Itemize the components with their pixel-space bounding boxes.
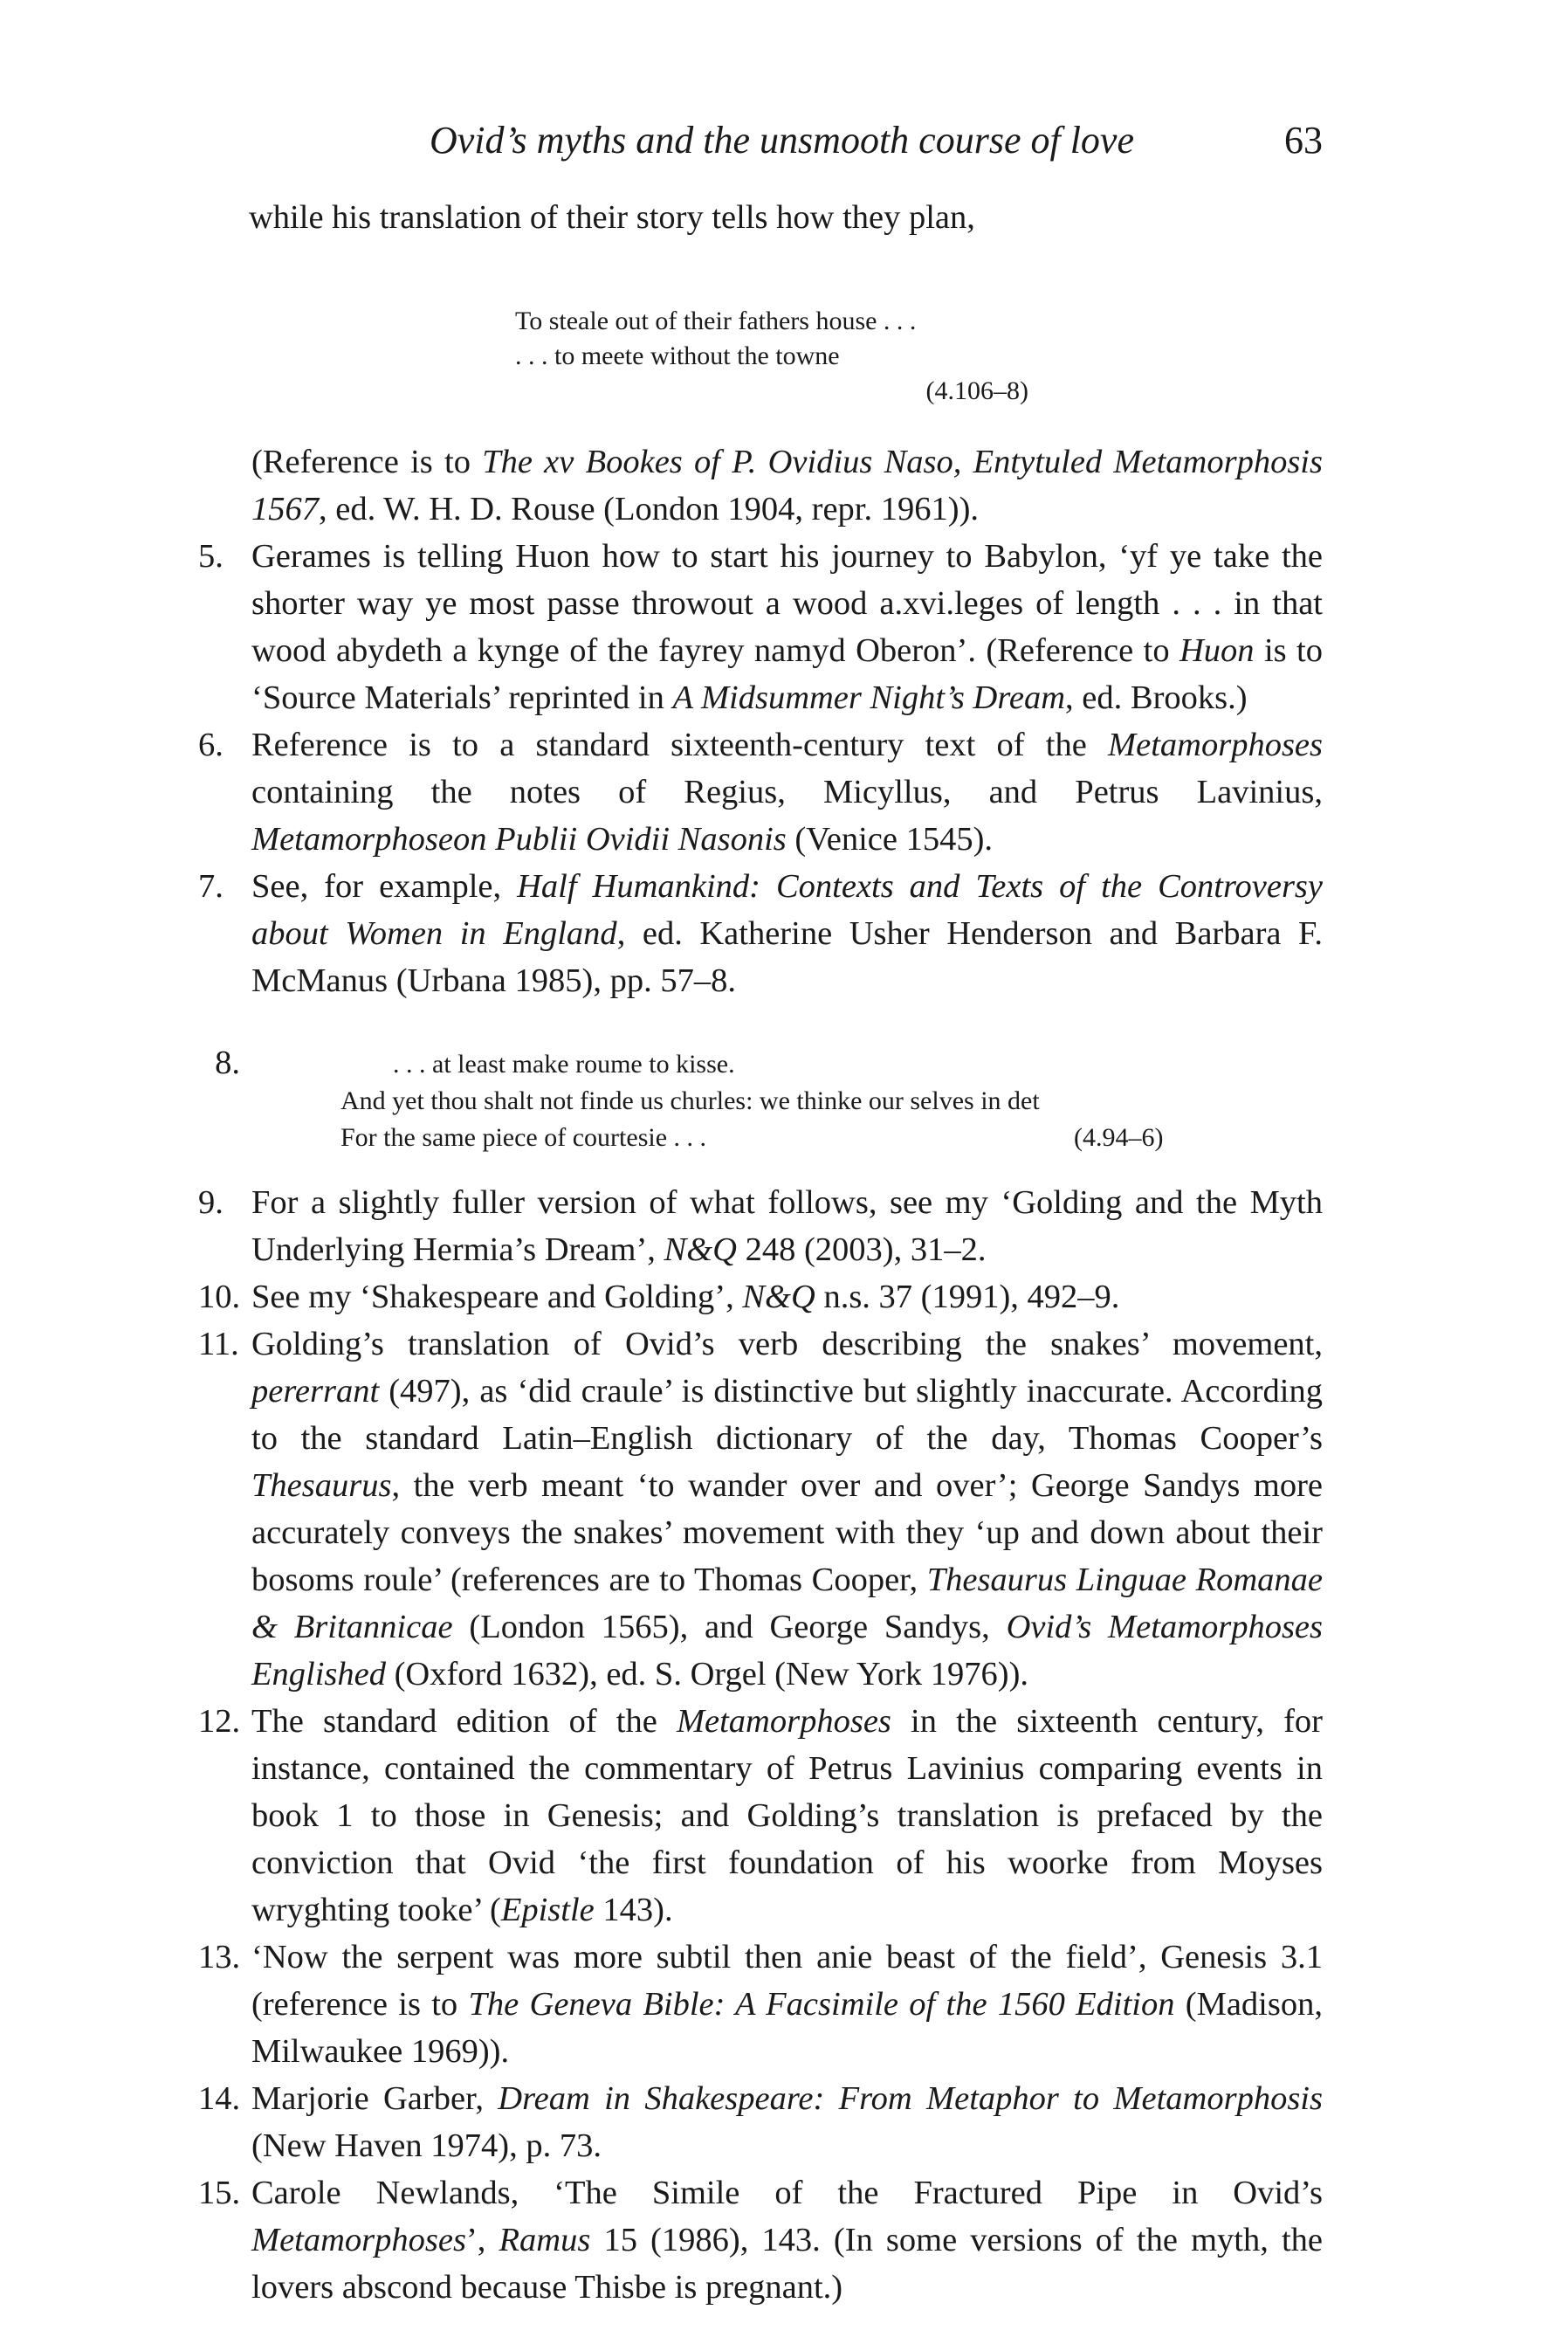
footnote-number: 5. xyxy=(198,538,224,575)
footnote-10 xyxy=(198,1273,1323,1320)
note-text: Gerames is telling Huon how to start his journey to Babylon, ‘yf ye take the shorter way ye most passe throwout a wood a.xvi.leges of length . . . in that wood abydeth a kynge of the fayrey namyd Oberon’. (Reference to xyxy=(251,538,1323,669)
note-text: (Venice 1545). xyxy=(786,821,994,858)
block-quote-1 xyxy=(515,304,1039,409)
note-title: The xv Bookes of P. Ovidius Naso, Entytuled Metamorphosis 1567 xyxy=(251,444,1323,527)
note-text: ’, xyxy=(465,2222,499,2258)
note-title: Metamorphoses xyxy=(251,2222,466,2258)
note-title: Metamorphoses xyxy=(1108,727,1323,763)
note-text: See my ‘Shakespeare and Golding’, xyxy=(251,1279,743,1315)
note-title: Epistle xyxy=(500,1892,595,1928)
quote-reference: (4.106–8) xyxy=(925,376,1028,405)
quote-line: To steale out of their fathers house . . . xyxy=(515,307,917,335)
note-text: 15 (1986), 143. (In some versions of the myth, the lovers abscond because Thisbe is pregnant.) xyxy=(251,2222,1323,2306)
quote-reference: (4.94–6) xyxy=(1074,1123,1164,1152)
note-4-continuation xyxy=(249,438,1323,533)
footnote-number: 6. xyxy=(198,727,224,763)
footnote-7 xyxy=(198,863,1323,1004)
note-text: is to ‘Source Materials’ reprinted in xyxy=(251,632,1323,716)
footnote-6 xyxy=(198,721,1323,863)
note-title: pererrant xyxy=(251,1373,380,1410)
note-text: ‘Now the serpent was more subtil then anie beast of the field’, Genesis 3.1 (reference is to xyxy=(251,1939,1323,2023)
running-head xyxy=(249,118,1323,170)
note-title: A Midsummer Night’s Dream xyxy=(672,679,1066,716)
footnote-number: 7. xyxy=(198,868,224,905)
note-title: The Geneva Bible: A Facsimile of the 1560 Edition xyxy=(468,1986,1175,2023)
note-title: Dream in Shakespeare: From Metaphor to Metamorphosis xyxy=(498,2080,1323,2117)
running-head-title: Ovid’s myths and the unsmooth course of love xyxy=(430,119,1134,162)
note-title: Metamorphoseon Publii Ovidii Nasonis xyxy=(251,821,787,858)
footnote-number: 11. xyxy=(198,1326,239,1362)
footnote-8 xyxy=(215,1039,1323,1153)
footnote-number: 13. xyxy=(198,1939,241,1975)
footnote-15 xyxy=(198,2169,1323,2311)
note-title: Huon xyxy=(1179,632,1255,669)
footnote-5 xyxy=(198,533,1323,721)
footnote-13 xyxy=(198,1934,1323,2075)
note-title: Ramus xyxy=(499,2222,591,2258)
footnote-number: 10. xyxy=(198,1279,241,1315)
note-text: (Oxford 1632), ed. S. Orgel (New York 1976)). xyxy=(385,1656,1029,1693)
page-number: 63 xyxy=(1284,119,1323,162)
footnote-number: 15. xyxy=(198,2175,241,2211)
note-text: n.s. 37 (1991), 492–9. xyxy=(815,1279,1120,1315)
note-text: (New Haven 1974), p. 73. xyxy=(251,2127,602,2164)
note-text: The standard edition of the xyxy=(251,1703,677,1740)
notes-body xyxy=(198,194,1324,2311)
quote-line-text: For the same piece of courtesie . . . xyxy=(340,1123,707,1152)
note-text: (Reference is to xyxy=(251,444,483,480)
footnote-12 xyxy=(198,1698,1323,1934)
footnote-number: 8. xyxy=(215,1045,240,1081)
note-title: N&Q xyxy=(742,1279,815,1315)
note-title: Ovid’s Metamorphoses Englished xyxy=(251,1609,1324,1693)
note-text: (Madison, Milwaukee 1969)). xyxy=(251,1986,1323,2070)
note-title: Thesaurus Linguae Romanae & Britannicae xyxy=(251,1562,1323,1645)
note-text: (497), as ‘did craule’ is distinctive but slightly inaccurate. According to the standard Latin–English dictionary of the day, Thomas Cooper’s xyxy=(251,1373,1323,1457)
quote-line: . . . to meete without the towne xyxy=(515,341,840,370)
footnote-11 xyxy=(198,1320,1324,1698)
note-text: , the verb meant ‘to wander over and over’; George Sandys more accurately conveys the snakes’ movement with they ‘up and down about their bosoms roule’ (references are to Thomas Cooper, xyxy=(251,1467,1323,1598)
quote-line xyxy=(340,1120,1214,1156)
footnote-number: 12. xyxy=(198,1703,241,1740)
note-title: Half Humankind: Contexts and Texts of the Controversy about Women in England xyxy=(251,868,1323,952)
note-text: See, for example, xyxy=(251,868,518,905)
note-text: Reference is to a standard sixteenth-century text of the xyxy=(251,727,1109,763)
note-title: Metamorphoses xyxy=(676,1703,891,1740)
note-text: containing the notes of Regius, Micyllus, and Petrus Lavinius, xyxy=(251,774,1323,810)
note-text: in the sixteenth century, for instance, contained the commentary of Petrus Lavinius comparing events in book 1 to those in Genesis; and Golding’s translation is prefaced by the conviction that Ovid ‘the first foundation of his woorke from Moyses wryghting tooke’ ( xyxy=(251,1703,1323,1928)
lead-text: while his translation of their story tells how they plan, xyxy=(249,199,975,236)
footnote-number: 14. xyxy=(198,2080,241,2117)
note-text: Carole Newlands, ‘The Simile of the Fractured Pipe in Ovid’s xyxy=(251,2175,1323,2211)
note-text: 248 (2003), 31–2. xyxy=(736,1231,987,1268)
footnote-number: 9. xyxy=(198,1184,224,1221)
note-text: Marjorie Garber, xyxy=(251,2080,499,2117)
footnote-14 xyxy=(198,2075,1323,2169)
note-title: N&Q xyxy=(664,1231,737,1268)
note-text: For a slightly fuller version of what follows, see my ‘Golding and the Myth Underlying Hermia’s Dream’, xyxy=(251,1184,1323,1268)
note-text: , ed. Brooks.) xyxy=(1065,679,1248,716)
note-text: 143). xyxy=(594,1892,673,1928)
note-text: , ed. W. H. D. Rouse (London 1904, repr. 1961)). xyxy=(319,491,980,527)
quote-line: . . . at least make roume to kisse. xyxy=(393,1050,735,1079)
block-quote-2 xyxy=(340,1046,1214,1156)
quote-line: And yet thou shalt not finde us churles: we thinke our selves in det xyxy=(340,1086,1040,1115)
footnote-9 xyxy=(198,1179,1323,1273)
note-title: Thesaurus xyxy=(251,1467,392,1504)
note-text: Golding’s translation of Ovid’s verb describing the snakes’ movement, xyxy=(251,1326,1323,1362)
note-text: , ed. Katherine Usher Henderson and Barbara F. McManus (Urbana 1985), pp. 57–8. xyxy=(251,915,1323,999)
note-text: (London 1565), and George Sandys, xyxy=(452,1609,1007,1645)
